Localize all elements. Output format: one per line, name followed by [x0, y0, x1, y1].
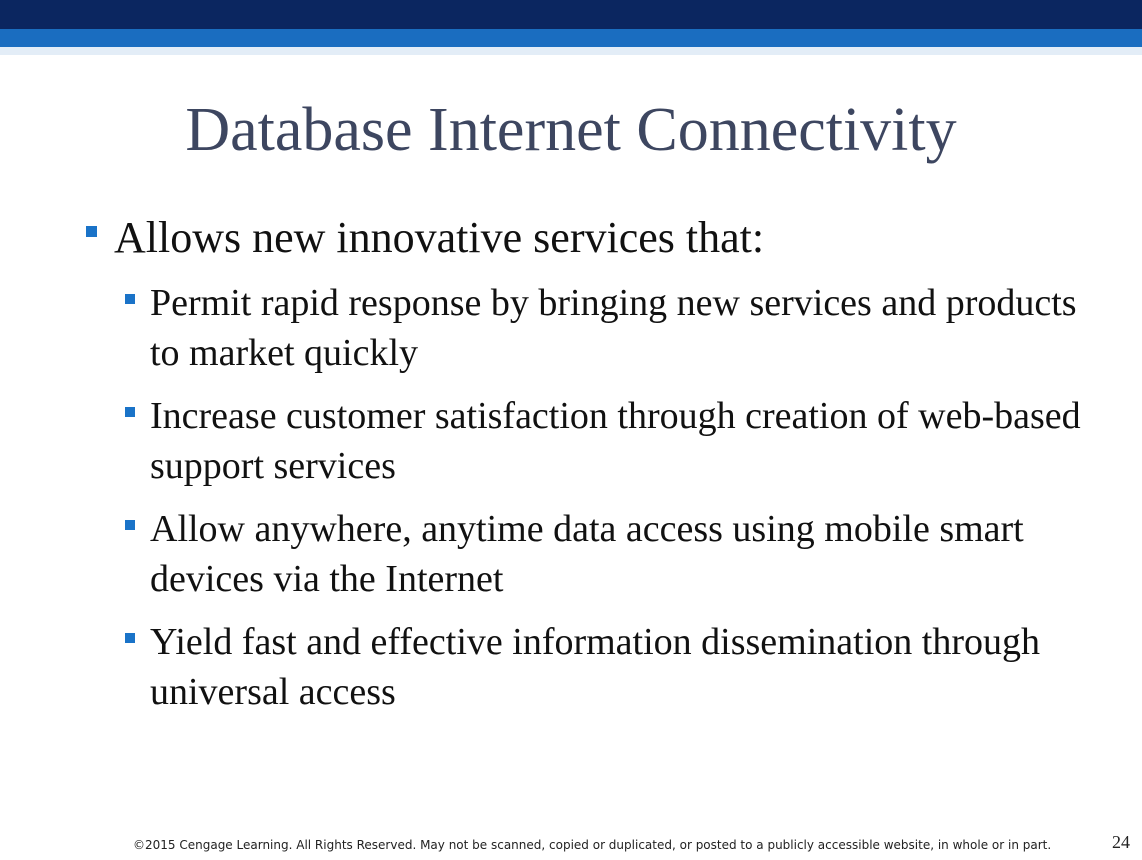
sub-bullet-2: Increase customer satisfaction through creation of web-based support services — [150, 395, 1081, 487]
main-bullet: Allows new innovative services that: — [114, 213, 765, 262]
sub-bullet-square-icon — [125, 407, 135, 417]
bullet-square-icon — [86, 226, 97, 237]
sub-bullet-4: Yield fast and effective information dissemination through universal access — [150, 621, 1040, 713]
sub-bullet-square-icon — [125, 633, 135, 643]
slide-title: Database Internet Connectivity — [185, 96, 957, 164]
sub-bullet-3: Allow anywhere, anytime data access using mobile smart devices via the Internet — [150, 508, 1024, 600]
header-band-light — [0, 47, 1142, 55]
header-band-dark — [0, 0, 1142, 29]
sub-bullet-square-icon — [125, 520, 135, 530]
sub-bullet-square-icon — [125, 294, 135, 304]
copyright-footer: ©2015 Cengage Learning. All Rights Reserved. May not be scanned, copied or duplicated, or posted to a publicly accessible website, in whole or in part. — [133, 838, 1052, 852]
header-band-blue — [0, 29, 1142, 47]
page-number: 24 — [1112, 832, 1130, 852]
sub-bullet-1: Permit rapid response by bringing new services and products to market quickly — [150, 282, 1077, 374]
